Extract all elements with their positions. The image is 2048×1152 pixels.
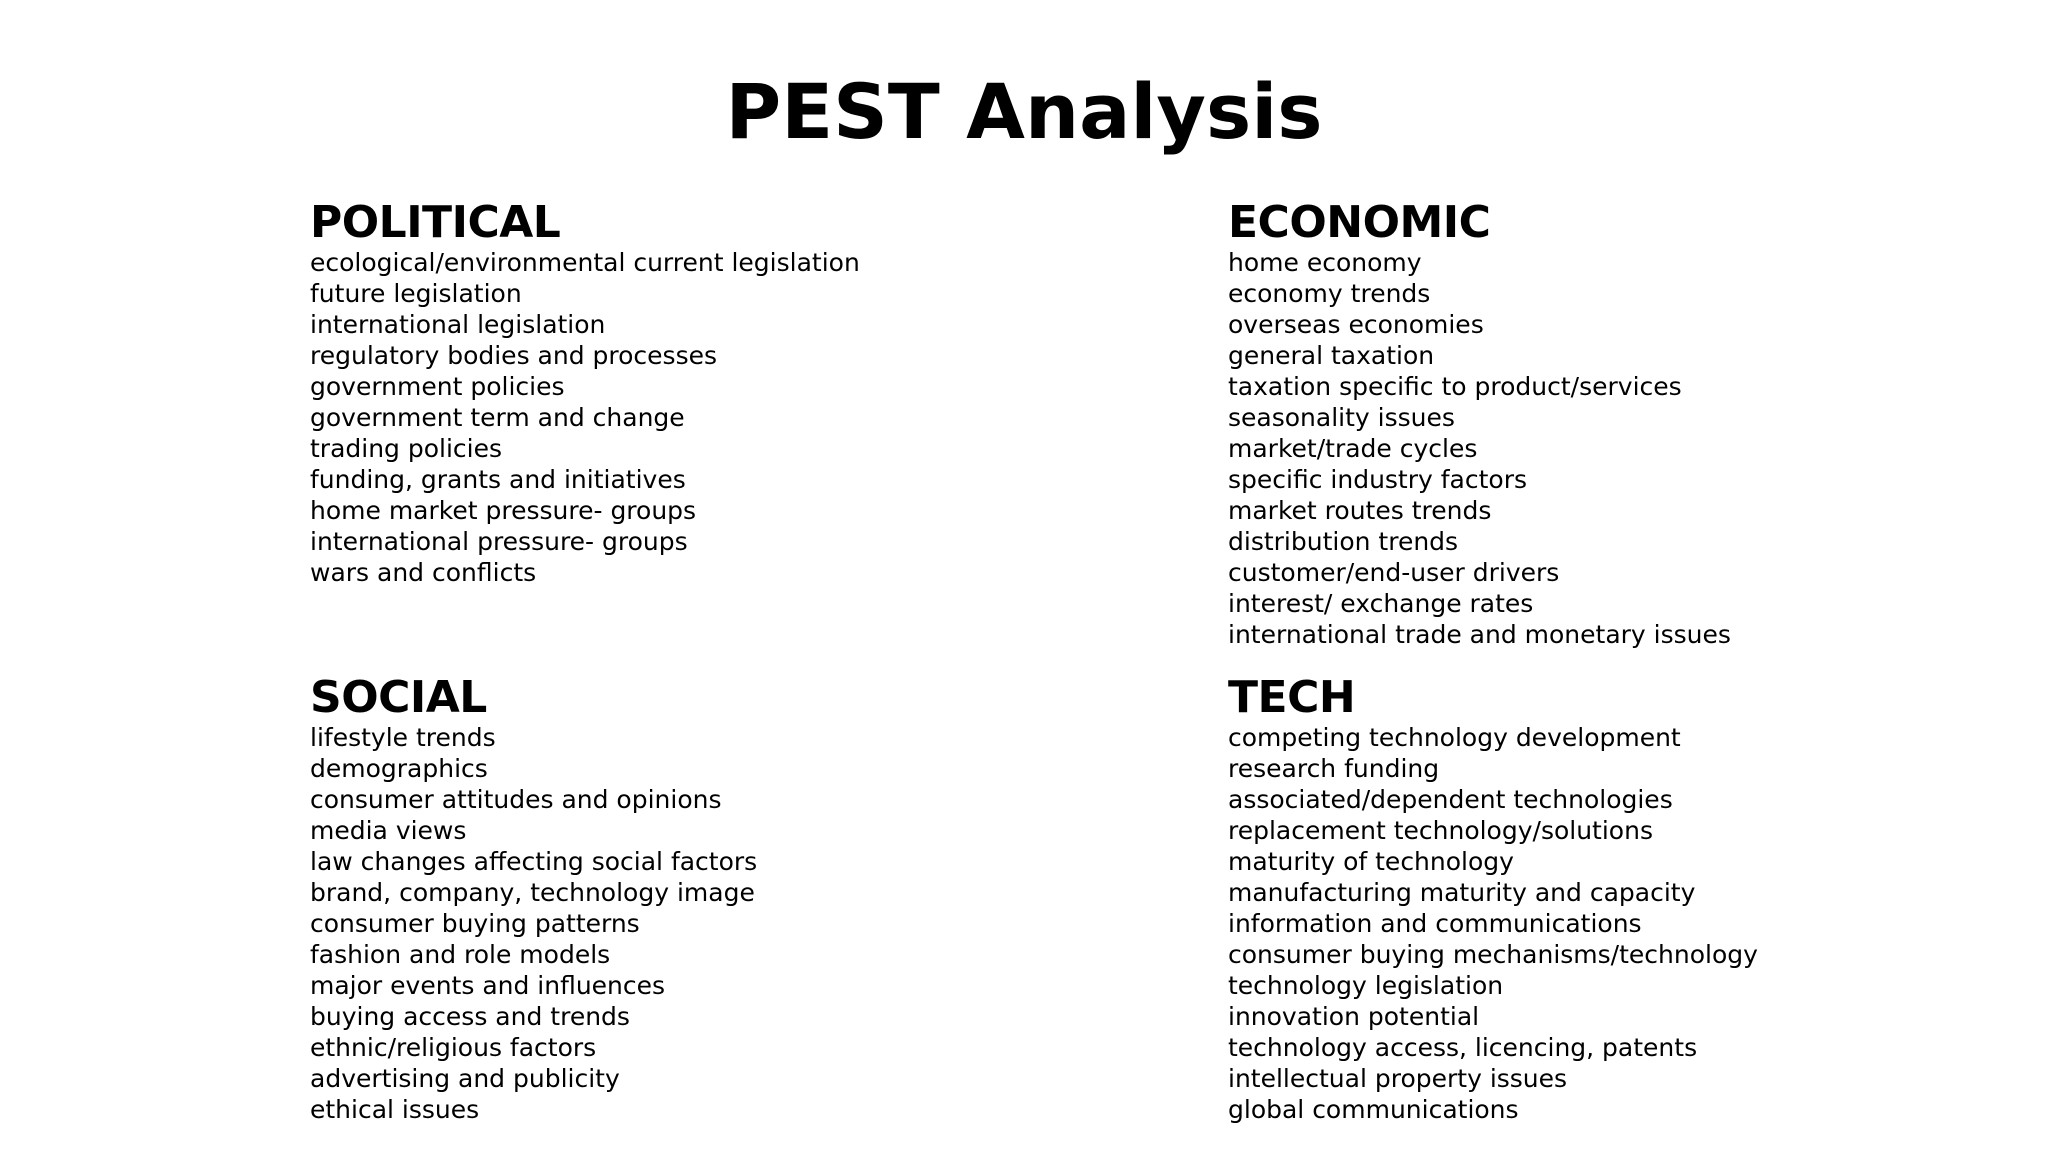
list-item: technology legislation (1228, 971, 1504, 1000)
list-item: regulatory bodies and processes (310, 341, 717, 370)
political-list (310, 247, 860, 588)
list-item: demographics (310, 754, 488, 783)
tech-section (1228, 671, 1758, 1125)
list-item: global communications (1228, 1095, 1519, 1124)
list-item: international legislation (310, 310, 606, 339)
list-item: advertising and publicity (310, 1064, 620, 1093)
list-item: seasonality issues (1228, 403, 1455, 432)
economic-section (1228, 196, 1731, 650)
list-item: overseas economies (1228, 310, 1484, 339)
list-item: future legislation (310, 279, 522, 308)
political-heading: POLITICAL (310, 197, 561, 248)
list-item: manufacturing maturity and capacity (1228, 878, 1696, 907)
social-heading: SOCIAL (310, 672, 487, 723)
social-list (310, 722, 757, 1125)
list-item: trading policies (310, 434, 503, 463)
list-item: market/trade cycles (1228, 434, 1478, 463)
list-item: ecological/environmental current legislation (310, 248, 860, 277)
list-item: international trade and monetary issues (1228, 620, 1731, 649)
political-section (310, 196, 860, 588)
tech-list (1228, 722, 1758, 1125)
list-item: competing technology development (1228, 723, 1681, 752)
list-item: ethical issues (310, 1095, 480, 1124)
list-item: consumer attitudes and opinions (310, 785, 722, 814)
list-item: brand, company, technology image (310, 878, 755, 907)
list-item: home market pressure- groups (310, 496, 697, 525)
list-item: customer/end-user drivers (1228, 558, 1560, 587)
list-item: associated/dependent technologies (1228, 785, 1673, 814)
list-item: major events and influences (310, 971, 666, 1000)
list-item: economy trends (1228, 279, 1431, 308)
list-item: buying access and trends (310, 1002, 630, 1031)
list-item: taxation specific to product/services (1228, 372, 1682, 401)
list-item: innovation potential (1228, 1002, 1480, 1031)
list-item: maturity of technology (1228, 847, 1514, 876)
tech-heading: TECH (1228, 672, 1356, 723)
list-item: interest/ exchange rates (1228, 589, 1534, 618)
list-item: lifestyle trends (310, 723, 496, 752)
list-item: fashion and role models (310, 940, 611, 969)
list-item: intellectual property issues (1228, 1064, 1568, 1093)
list-item: distribution trends (1228, 527, 1459, 556)
list-item: consumer buying patterns (310, 909, 640, 938)
list-item: market routes trends (1228, 496, 1492, 525)
list-item: specific industry factors (1228, 465, 1528, 494)
list-item: technology access, licencing, patents (1228, 1033, 1698, 1062)
list-item: replacement technology/solutions (1228, 816, 1653, 845)
list-item: wars and conflicts (310, 558, 537, 587)
list-item: international pressure- groups (310, 527, 688, 556)
list-item: consumer buying mechanisms/technology (1228, 940, 1758, 969)
list-item: research funding (1228, 754, 1440, 783)
list-item: law changes affecting social factors (310, 847, 758, 876)
economic-list (1228, 247, 1731, 650)
list-item: home economy (1228, 248, 1422, 277)
list-item: government term and change (310, 403, 685, 432)
page-title: PEST Analysis (725, 67, 1323, 156)
economic-heading: ECONOMIC (1228, 197, 1491, 248)
list-item: funding, grants and initiatives (310, 465, 686, 494)
list-item: general taxation (1228, 341, 1435, 370)
list-item: media views (310, 816, 467, 845)
social-section (310, 671, 757, 1125)
list-item: information and communications (1228, 909, 1642, 938)
list-item: government policies (310, 372, 565, 401)
list-item: ethnic/religious factors (310, 1033, 597, 1062)
